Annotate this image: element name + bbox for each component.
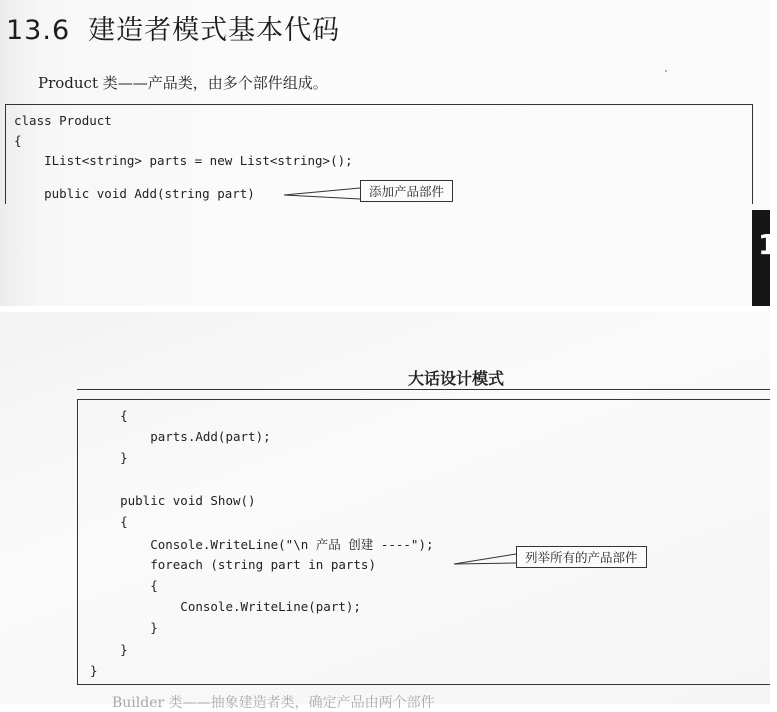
chapter-tab-number: 1 <box>758 228 777 261</box>
code-line: public void Add(string part) <box>14 186 255 201</box>
code-line: { <box>90 578 158 593</box>
code-line: public void Show() <box>90 493 256 508</box>
book-page-top <box>0 0 777 306</box>
section-number: 13.6 <box>6 15 71 46</box>
code-line: { <box>90 408 128 423</box>
chapter-thumb-tab <box>752 210 777 306</box>
code-line: foreach (string part in parts) <box>90 557 376 572</box>
code-line: parts.Add(part); <box>90 429 271 444</box>
callout-add-parts: 添加产品部件 <box>360 180 453 202</box>
code-line: class Product <box>14 113 112 128</box>
code-line: { <box>90 514 128 529</box>
callout-pointer <box>452 550 518 570</box>
scan-speck <box>665 70 667 72</box>
book-page-bottom <box>0 312 770 711</box>
code-line: } <box>90 642 128 657</box>
section-heading <box>6 8 340 47</box>
callout-pointer <box>282 184 362 204</box>
code-line: Console.WriteLine(part); <box>90 599 361 614</box>
intro-paragraph: Product 类——产品类，由多个部件组成。 <box>38 74 328 92</box>
code-line: } <box>90 620 158 635</box>
code-line: { <box>14 133 22 148</box>
section-title: 建造者模式基本代码 <box>88 15 341 46</box>
code-line: Console.WriteLine("\n 产品 创建 ----"); <box>90 537 434 552</box>
code-line: } <box>90 450 128 465</box>
running-header: 大话设计模式 <box>408 369 505 388</box>
code-line: } <box>90 663 98 678</box>
callout-list-parts: 列举所有的产品部件 <box>516 546 647 568</box>
cut-off-paragraph: Builder 类——抽象建造者类，确定产品由两个部件 <box>112 695 435 711</box>
header-rule <box>77 389 770 390</box>
code-line: IList<string> parts = new List<string>(); <box>14 153 353 168</box>
